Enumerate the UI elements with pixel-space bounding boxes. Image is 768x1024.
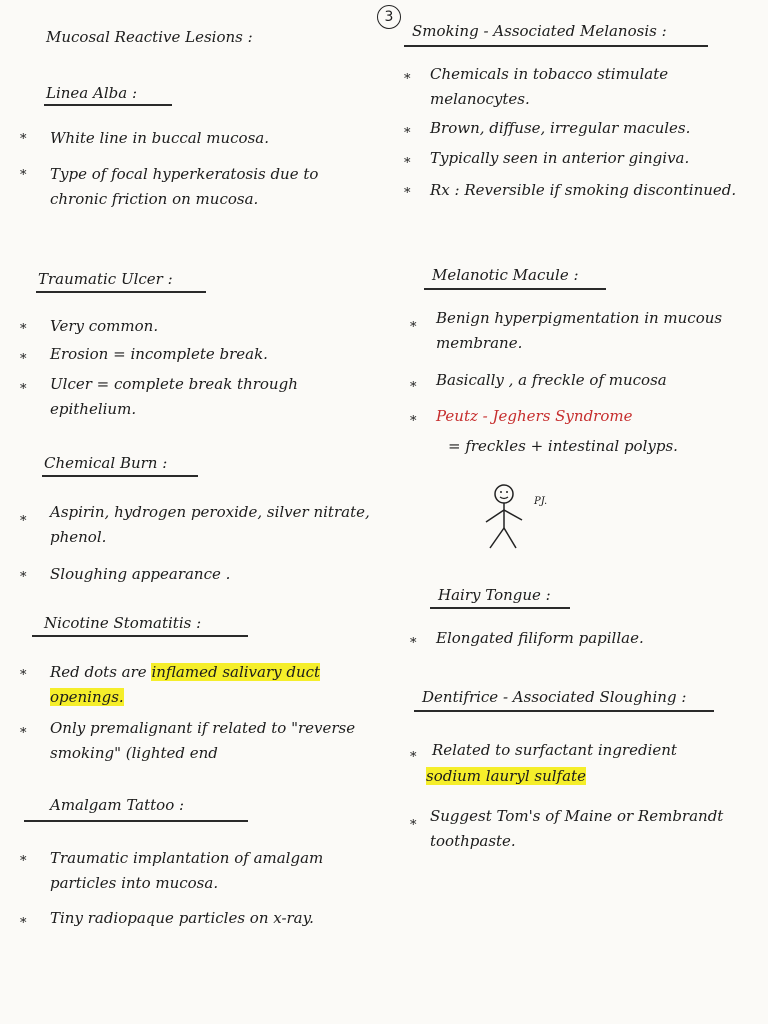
bullet-mark: * — [404, 72, 411, 87]
point-text: Red dots are — [50, 663, 152, 681]
amalgam-tattoo-point-1: Traumatic implantation of amalgam particles into mucosa. — [50, 849, 324, 892]
peutz-jeghers-definition: = freckles + intestinal polyps. — [448, 437, 678, 455]
bullet-mark: * — [20, 916, 27, 931]
melanosis-point-4: Rx : Reversible if smoking discontinued. — [430, 181, 737, 199]
bullet-mark: * — [20, 668, 27, 683]
heading-mucosal-reactive-lesions: Mucosal Reactive Lesions : — [46, 28, 253, 46]
bullet-mark: * — [404, 156, 411, 171]
melanosis-point-3: Typically seen in anterior gingiva. — [430, 149, 690, 167]
bullet-mark: * — [20, 570, 27, 585]
heading-smoking-associated-melanosis: Smoking - Associated Melanosis : — [412, 22, 667, 40]
heading-melanotic-macule: Melanotic Macule : — [432, 266, 579, 284]
bullet-mark: * — [404, 126, 411, 141]
melanotic-macule-point-1: Benign hyperpigmentation in mucous membrane. — [436, 309, 723, 352]
heading-underline — [430, 607, 570, 609]
bullet-mark: * — [410, 320, 417, 335]
page-number: 3 — [377, 5, 401, 29]
heading-nicotine-stomatitis: Nicotine Stomatitis : — [44, 614, 202, 632]
highlighted-text: inflamed salivary duct openings. — [50, 663, 321, 706]
bullet-mark: * — [20, 322, 27, 337]
bullet-mark: * — [410, 818, 417, 833]
bullet-mark: * — [20, 352, 27, 367]
heading-amalgam-tattoo: Amalgam Tattoo : — [50, 796, 185, 814]
bullet-mark: * — [410, 380, 417, 395]
heading-underline — [404, 45, 708, 47]
bullet-mark: * — [410, 414, 417, 429]
heading-dentifrice-associated-sloughing: Dentifrice - Associated Sloughing : — [422, 688, 687, 706]
heading-chemical-burn: Chemical Burn : — [44, 454, 168, 472]
dentifrice-point-2: Suggest Tom's of Maine or Rembrandt toothpaste. — [430, 807, 724, 850]
bullet-mark: * — [20, 854, 27, 869]
bullet-mark: * — [20, 168, 27, 183]
bullet-mark: * — [20, 132, 27, 147]
bullet-mark: * — [410, 750, 417, 765]
heading-hairy-tongue: Hairy Tongue : — [438, 586, 551, 604]
stick-figure-drawing — [478, 482, 528, 554]
melanosis-point-1: Chemicals in tobacco stimulate melanocytes. — [430, 65, 669, 108]
bullet-mark: * — [20, 726, 27, 741]
linea-alba-point-2: Type of focal hyperkeratosis due to chronic friction on mucosa. — [50, 165, 319, 208]
melanosis-point-2: Brown, diffuse, irregular macules. — [430, 119, 691, 137]
traumatic-ulcer-point-3: Ulcer = complete break through epithelium. — [50, 375, 298, 418]
chemical-burn-point-2: Sloughing appearance . — [50, 565, 231, 583]
bullet-mark: * — [410, 636, 417, 651]
nicotine-stomatitis-point-2: Only premalignant if related to "reverse smoking" (lighted end — [50, 719, 356, 762]
chemical-burn-point-1: Aspirin, hydrogen peroxide, silver nitrate, phenol. — [50, 503, 370, 546]
heading-underline — [44, 104, 172, 106]
melanotic-macule-point-2: Basically , a freckle of mucosa — [436, 371, 667, 389]
peutz-jeghers-syndrome: Peutz - Jeghers Syndrome — [436, 407, 633, 425]
traumatic-ulcer-point-2: Erosion = incomplete break. — [50, 345, 268, 363]
heading-underline — [424, 288, 606, 290]
heading-underline — [42, 475, 198, 477]
dentifrice-point-1-highlight — [426, 764, 586, 789]
figure-label: PJ. — [534, 496, 548, 507]
heading-underline — [32, 635, 248, 637]
bullet-mark: * — [20, 382, 27, 397]
dentifrice-point-1: Related to surfactant ingredient — [432, 741, 677, 759]
amalgam-tattoo-point-2: Tiny radiopaque particles on x-ray. — [50, 909, 314, 927]
heading-traumatic-ulcer: Traumatic Ulcer : — [38, 270, 173, 288]
bullet-mark: * — [404, 186, 411, 201]
heading-underline — [36, 291, 206, 293]
hairy-tongue-point-1: Elongated filiform papillae. — [436, 629, 644, 647]
traumatic-ulcer-point-1: Very common. — [50, 317, 159, 335]
heading-underline — [414, 710, 714, 712]
nicotine-stomatitis-point-1 — [50, 660, 370, 710]
bullet-mark: * — [20, 514, 27, 529]
linea-alba-point-1: White line in buccal mucosa. — [50, 129, 269, 147]
heading-underline — [24, 820, 248, 822]
heading-linea-alba: Linea Alba : — [46, 84, 138, 102]
highlighted-text: sodium lauryl sulfate — [426, 767, 586, 785]
